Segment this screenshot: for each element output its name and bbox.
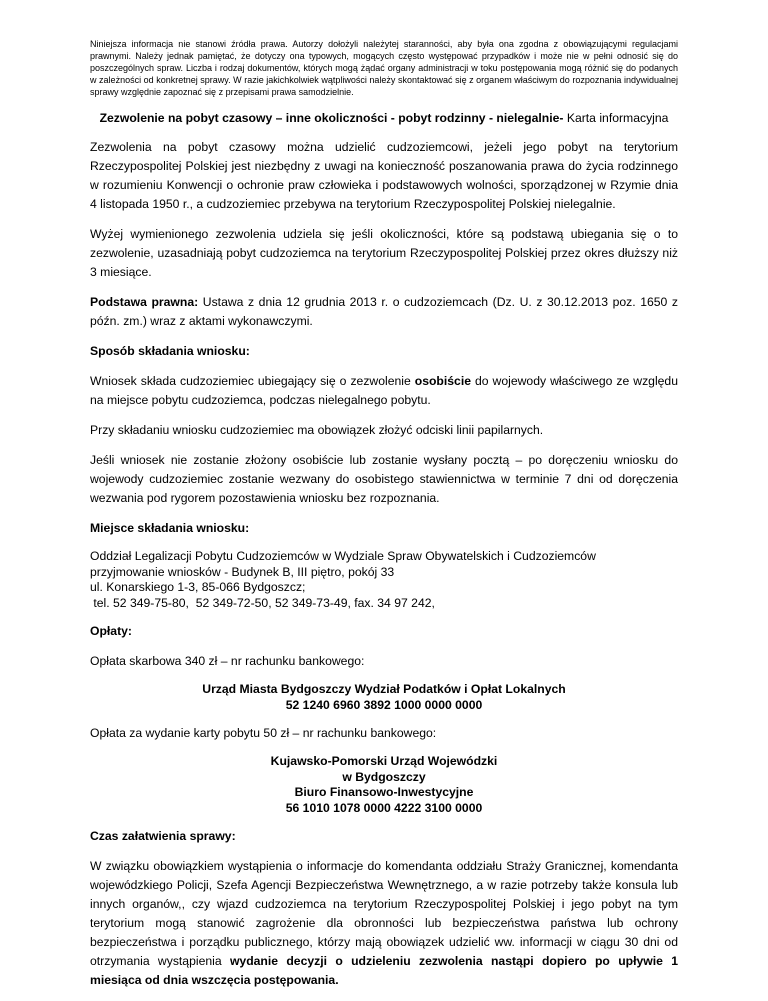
processing-time-body: W związku obowiązkiem wystąpienia o informacje do komendanta oddziału Straży Granicznej, komendanta wojewódzkiego Policji, Szefa Agencji Bezpieczeństwa Wewnętrznego, a w razie potrzeby także konsula lub innych organów,, czy wjazd cudzoziemca na terytorium Rzeczypospolitej Polskiej i jego pobyt na tym terytorium mogą stanowić zagrożenie dla obronności lub bezpieczeństwa państwa lub ochrony bezpieczeństwa i porządku publicznego, którzy mają obowiązek udzielić ww. informacji w ciągu 30 dni od otrzymania wystąpienia: [90, 859, 678, 968]
account-holder: Kujawsko-Pomorski Urząd Wojewódzki: [270, 754, 498, 768]
document-title: [90, 109, 678, 128]
how-to-apply-paragraph-1: [90, 372, 678, 410]
how-to-apply-heading: Sposób składania wniosku:: [90, 344, 250, 358]
p1-bold: osobiście: [414, 374, 471, 388]
processing-time-text: [90, 857, 678, 990]
fees-heading: Opłaty:: [90, 624, 132, 638]
account-number: 52 1240 6960 3892 1000 0000 0000: [285, 697, 483, 712]
where-to-apply-heading: Miejsce składania wniosku:: [90, 521, 250, 535]
office-address: [90, 549, 678, 611]
legal-basis: [90, 293, 678, 331]
processing-time-heading: Czas załatwienia sprawy:: [90, 829, 236, 843]
p1-before: Wniosek składa cudzoziemiec ubiegający się o zezwolenie: [90, 374, 415, 388]
processing-time-bold: wydanie decyzji o udzieleniu zezwolenia nastąpi dopiero po upływie 1 miesiąca od dnia wszczęcia postępowania.: [90, 954, 678, 987]
title-bold: Zezwolenie na pobyt czasowy – inne okoliczności - pobyt rodzinny - nielegalnie-: [99, 111, 564, 125]
bank-account-1: [90, 682, 678, 713]
how-to-apply-paragraph-3: Jeśli wniosek nie zostanie złożony osobiście lub zostanie wysłany pocztą – po doręczeniu wniosku do wojewody cudzoziemiec zostanie wezwany do osobistego stawiennictwa w terminie 7 dni od doręczenia wezwania pod rygorem pozostawienia wniosku bez rozpoznania.: [90, 453, 678, 505]
how-to-apply-paragraph-2: Przy składaniu wniosku cudzoziemiec ma obowiązek złożyć odciski linii papilarnych.: [90, 423, 544, 437]
title-suffix: Karta informacyjna: [563, 111, 669, 125]
address-line: przyjmowanie wniosków - Budynek B, III piętro, pokój 33: [90, 564, 395, 579]
intro-paragraph-1: Zezwolenia na pobyt czasowy można udzielić cudzoziemcowi, jeżeli jego pobyt na terytorium Rzeczypospolitej Polskiej jest niezbędny z uwagi na konieczność poszanowania prawa do życia rodzinnego w rozumieniu Konwencji o ochronie praw człowieka i podstawowych wolności, sporządzonej w Rzymie dnia 4 listopada 1950 r., a cudzoziemiec przebywa na terytorium Rzeczypospolitej Polskiej nielegalnie.: [90, 140, 678, 211]
account-holder-city: w Bydgoszczy: [342, 769, 426, 784]
intro-paragraph-2: Wyżej wymienionego zezwolenia udziela się jeśli okoliczności, które są podstawą ubiegania się o to zezwolenie, uzasadniają pobyt cudzoziemca na terytorium Rzeczypospolitej Polskiej przez okres dłuższy niż 3 miesiące.: [90, 227, 678, 279]
address-line: tel. 52 349-75-80, 52 349-72-50, 52 349-73-49, fax. 34 97 242,: [90, 595, 435, 610]
document-page: [90, 38, 678, 1001]
account-holder-department: Biuro Finansowo-Inwestycyjne: [294, 785, 474, 799]
bank-account-2: [90, 754, 678, 816]
address-line: ul. Konarskiego 1-3, 85-066 Bydgoszcz;: [90, 580, 306, 594]
account-number: 56 1010 1078 0000 4222 3100 0000: [285, 800, 483, 815]
stamp-fee-text: Opłata skarbowa 340 zł – nr rachunku bankowego:: [90, 654, 365, 668]
address-line: Oddział Legalizacji Pobytu Cudzoziemców w Wydziale Spraw Obywatelskich i Cudzoziemców: [90, 549, 596, 563]
legal-basis-text: Ustawa z dnia 12 grudnia 2013 r. o cudzoziemcach (Dz. U. z 30.12.2013 poz. 1650 z późn. zm.) wraz z aktami wykonawczymi.: [90, 295, 678, 328]
disclaimer: Niniejsza informacja nie stanowi źródła prawa. Autorzy dołożyli należytej staranności, aby była ona zgodna z obowiązującymi regulacjami prawnymi. Należy jednak pamiętać, że dotyczy ona typowych, mogących często występować przypadków i może nie w pełni odnosić się do poszczególnych spraw. Liczba i rodzaj dokumentów, których mogą żądać organy administracji w toku postępowania mogą różnić się do podanych w zależności od konkretnej sprawy. W razie jakichkolwiek wątpliwości należy skontaktować się z organem właściwym do rozpoznania indywidualnej sprawy względnie zapoznać się z przepisami prawa samodzielnie.: [90, 39, 678, 97]
account-holder: Urząd Miasta Bydgoszczy Wydział Podatków i Opłat Lokalnych: [202, 682, 566, 696]
card-fee-text: Opłata za wydanie karty pobytu 50 zł – nr rachunku bankowego:: [90, 726, 437, 740]
p1-after: do wojewody właściwego ze względu na miejsce pobytu cudzoziemca, podczas nielegalnego pobytu.: [90, 374, 678, 407]
legal-basis-label: Podstawa prawna:: [90, 295, 199, 309]
